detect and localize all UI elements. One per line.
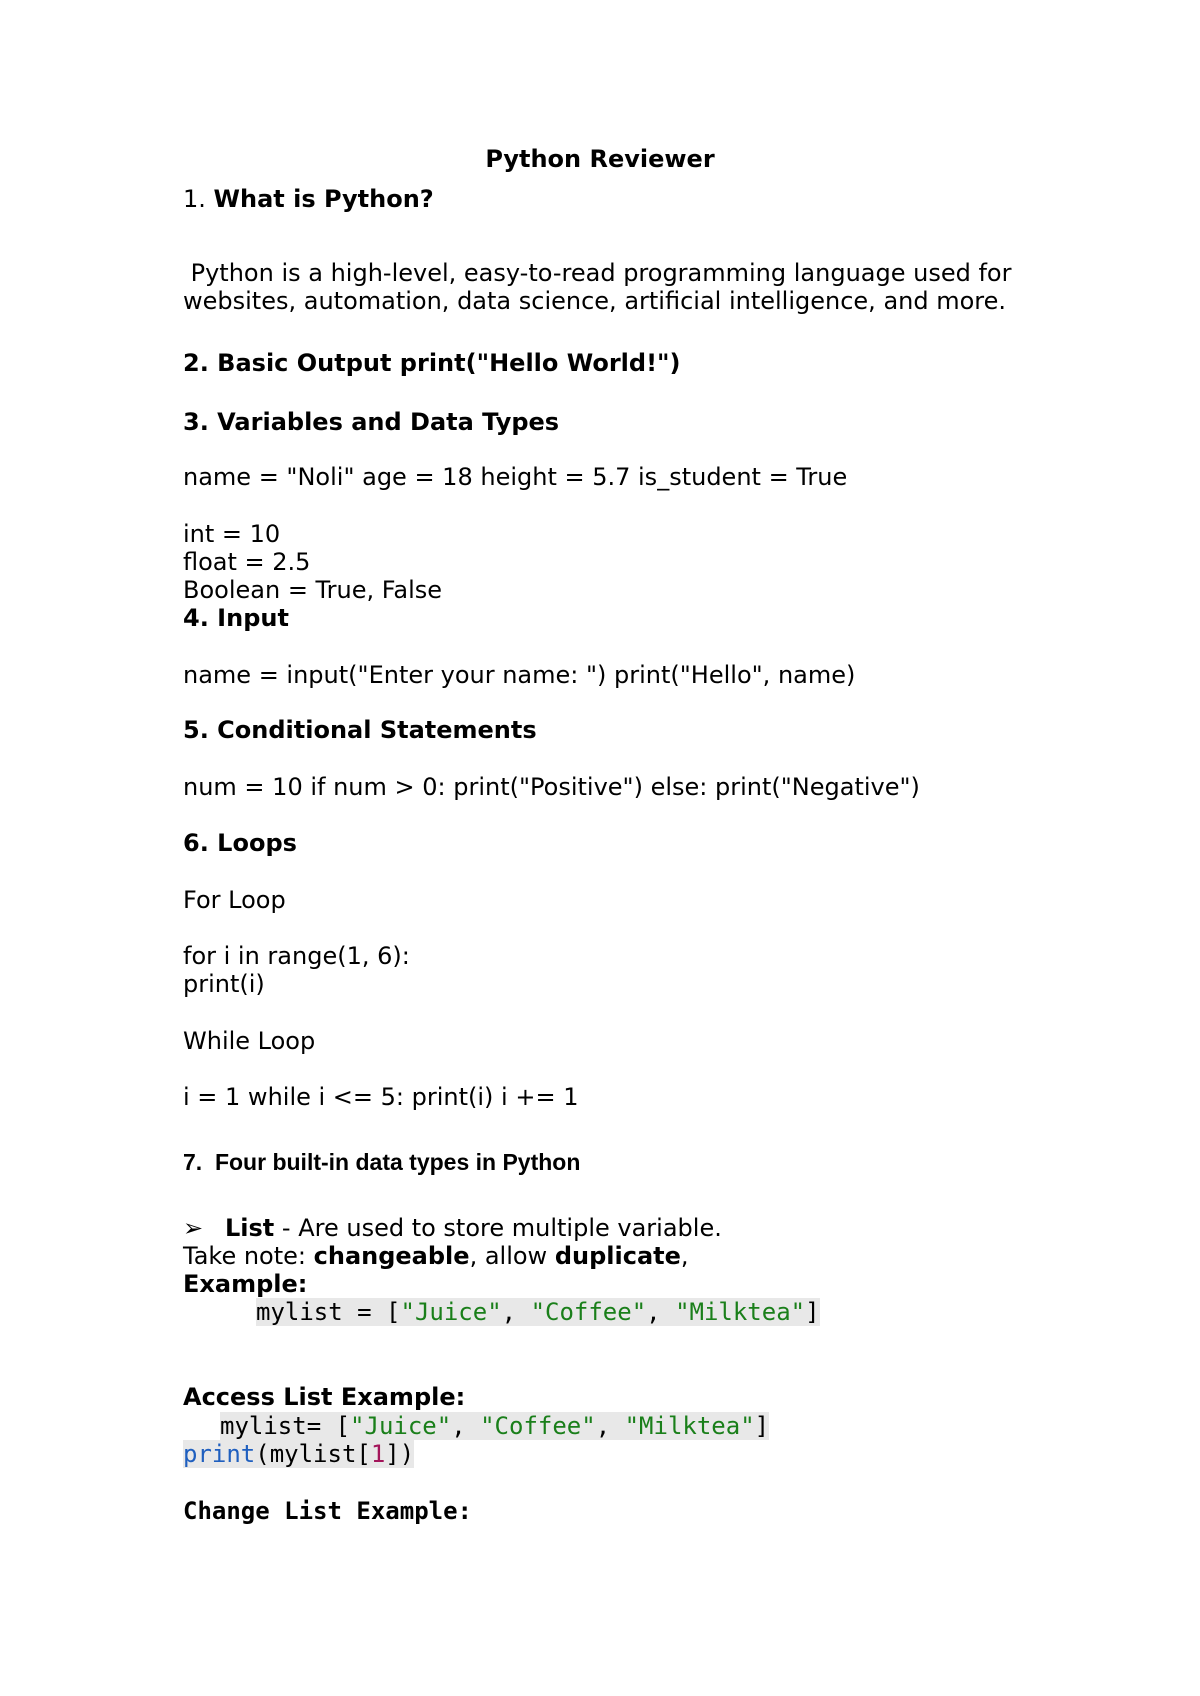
section-1-heading (183, 185, 434, 213)
access-code (220, 1412, 769, 1440)
section-4-line-1: name = input("Enter your name: ") print("Hello", name) (183, 661, 856, 689)
code-text: (mylist[ (255, 1440, 371, 1468)
list-term: List (225, 1214, 275, 1242)
section-1-number: 1. (183, 185, 206, 213)
example-label: Example: (183, 1270, 308, 1298)
access-code-line-1 (220, 1412, 769, 1440)
section-1-paragraph-line-1: Python is a high-level, easy-to-read programming language used for (183, 259, 1012, 287)
code-string: "Milktea" (675, 1298, 806, 1326)
code-string: "Coffee" (480, 1412, 596, 1440)
while-loop-label: While Loop (183, 1027, 316, 1055)
section-3-heading: 3. Variables and Data Types (183, 408, 560, 436)
section-5-heading: 5. Conditional Statements (183, 716, 537, 744)
access-code-line-2 (183, 1440, 414, 1468)
section-3-line-2: int = 10 (183, 520, 281, 548)
section-5-line-1: num = 10 if num > 0: print("Positive") else: print("Negative") (183, 773, 920, 801)
for-loop-label: For Loop (183, 886, 286, 914)
code-separator: , (646, 1298, 676, 1326)
for-loop-line-1: for i in range(1, 6): (183, 942, 410, 970)
print-code (183, 1440, 414, 1468)
code-number: 1 (370, 1440, 386, 1468)
note-end: , (680, 1242, 689, 1270)
change-list-label: Change List Example: (183, 1497, 472, 1525)
example-code-line (256, 1298, 820, 1326)
take-note-line (183, 1242, 689, 1270)
code-string: "Coffee" (530, 1298, 647, 1326)
code-text: mylist = [ (256, 1298, 401, 1326)
code-text: ] (805, 1298, 820, 1326)
code-text: mylist= [ (220, 1412, 351, 1440)
code-separator: , (501, 1298, 531, 1326)
code-string: "Juice" (400, 1298, 502, 1326)
list-description: - Are used to store multiple variable. (274, 1214, 722, 1242)
note-mid: , allow (469, 1242, 555, 1270)
take-note-prefix: Take note: (183, 1242, 314, 1270)
code-text: ]) (385, 1440, 415, 1468)
while-loop-line-1: i = 1 while i <= 5: print(i) i += 1 (183, 1083, 579, 1111)
section-1-paragraph-line-2: websites, automation, data science, artificial intelligence, and more. (183, 287, 1007, 315)
section-4-heading: 4. Input (183, 604, 289, 632)
code-text: ] (754, 1412, 770, 1440)
example-code (256, 1298, 820, 1326)
for-loop-line-2: print(i) (183, 970, 265, 998)
list-bullet-line (183, 1214, 722, 1242)
note-changeable: changeable (313, 1242, 470, 1270)
code-string: "Milktea" (624, 1412, 755, 1440)
access-list-label: Access List Example: (183, 1383, 466, 1411)
arrow-bullet-icon: ➢ (183, 1214, 204, 1242)
code-keyword: print (183, 1440, 256, 1468)
section-1-title: What is Python? (213, 185, 434, 213)
section-7-heading: 7. Four built-in data types in Python (183, 1149, 581, 1175)
code-separator: , (451, 1412, 481, 1440)
section-6-heading: 6. Loops (183, 829, 297, 857)
section-3-line-4: Boolean = True, False (183, 576, 443, 604)
section-3-line-1: name = "Noli" age = 18 height = 5.7 is_student = True (183, 463, 848, 491)
code-separator: , (595, 1412, 625, 1440)
section-2-heading: 2. Basic Output print("Hello World!") (183, 349, 681, 377)
section-3-line-3: float = 2.5 (183, 548, 311, 576)
code-string: "Juice" (350, 1412, 452, 1440)
document-title: Python Reviewer (485, 145, 715, 173)
note-duplicate: duplicate (554, 1242, 681, 1270)
